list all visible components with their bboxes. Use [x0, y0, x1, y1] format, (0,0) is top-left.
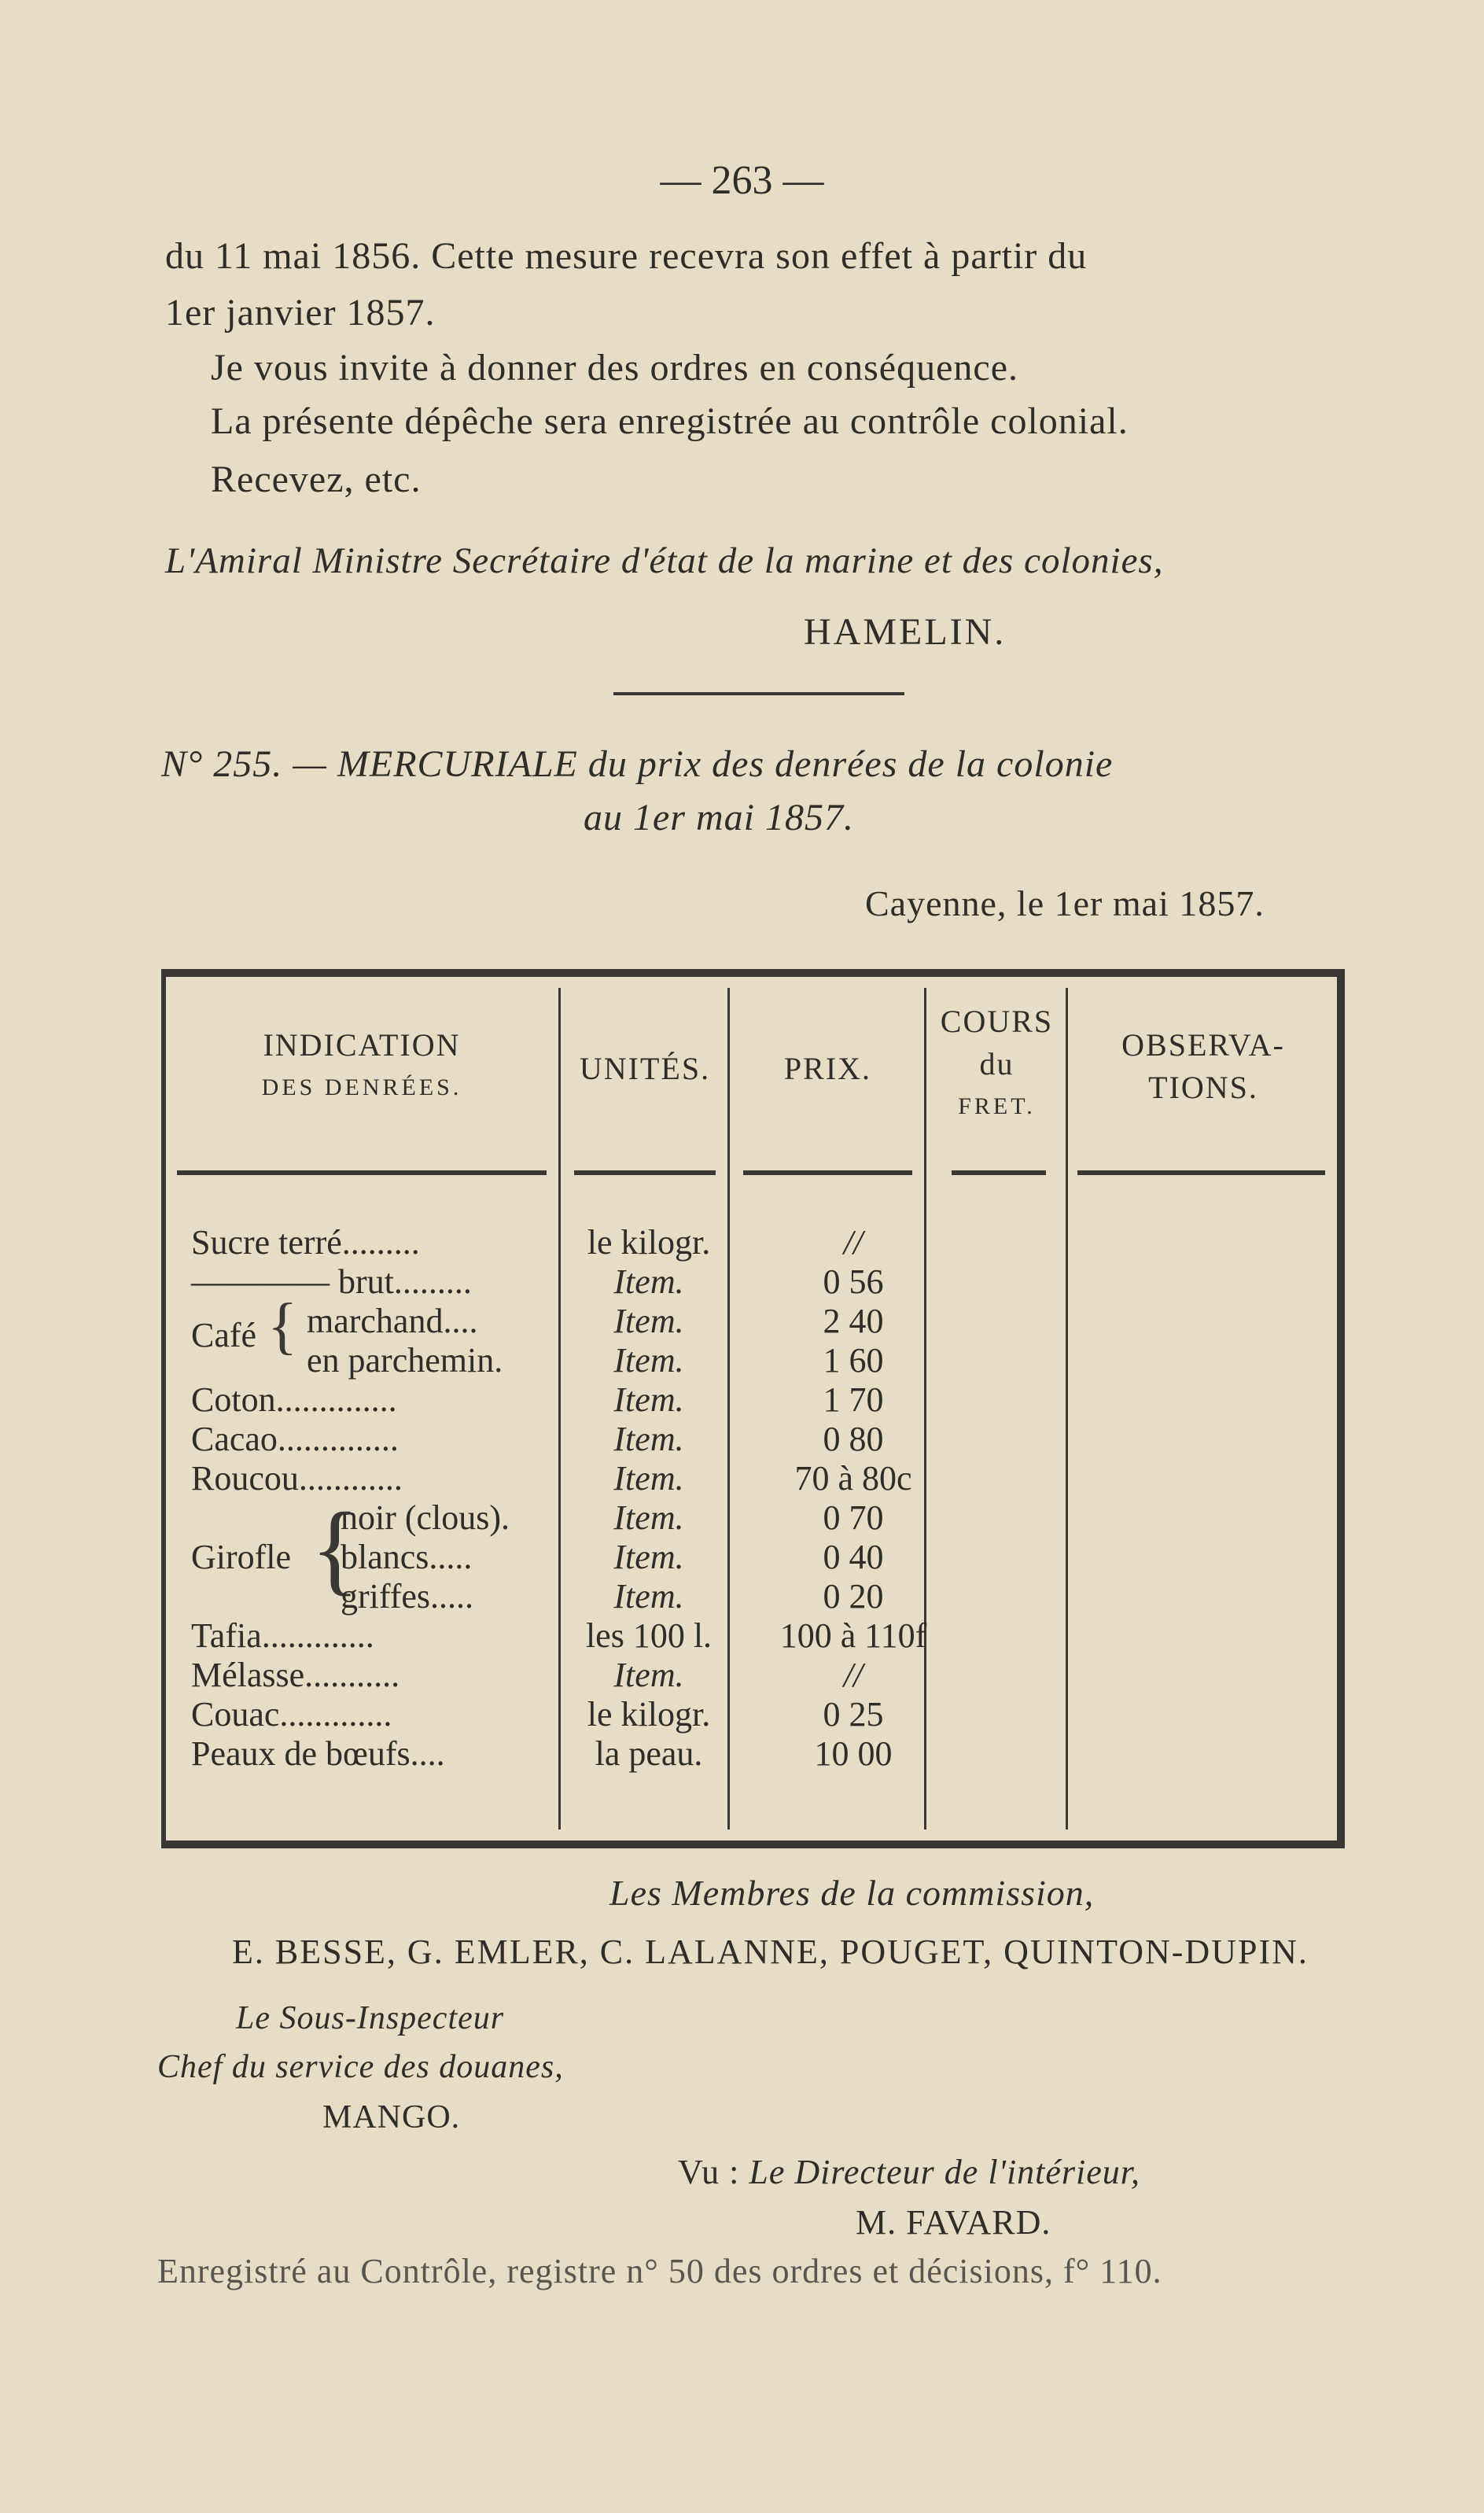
row-price: 10 00 — [814, 1734, 893, 1773]
table-row — [161, 1222, 1345, 1262]
row-unit: Item. — [613, 1341, 684, 1380]
row-unit: le kilogr. — [587, 1695, 711, 1734]
header-unites: UNITÉS. — [579, 1051, 711, 1086]
row-unit: Item. — [613, 1262, 684, 1301]
row-price: // — [843, 1223, 864, 1262]
header-cours — [928, 1000, 1066, 1128]
row-unit: Item. — [613, 1538, 684, 1576]
commission-names: E. BESSE, G. EMLER, C. LALANNE, POUGET, QUINTON-DUPIN. — [232, 1933, 1309, 1971]
header-observations-line1: OBSERVA- — [1121, 1027, 1285, 1063]
sous-inspecteur-subtitle: Chef du service des douanes, — [157, 2049, 564, 2085]
row-price: 0 20 — [823, 1577, 884, 1616]
signature-title: L'Amiral Ministre Secrétaire d'état de la marine et des colonies, — [165, 540, 1164, 581]
row-unit: Item. — [613, 1380, 684, 1419]
row-price: 0 56 — [823, 1262, 884, 1301]
row-item: blancs..... — [341, 1538, 473, 1576]
row-item: Roucou............ — [191, 1459, 403, 1498]
section-heading-1 — [161, 742, 1113, 786]
group-label-cafe: Café — [191, 1316, 257, 1354]
intro-line-5: Recevez, etc. — [211, 459, 422, 500]
group-label-girofle: Girofle — [191, 1538, 292, 1576]
header-separator — [177, 1170, 547, 1175]
intro-line-2: 1er janvier 1857. — [165, 292, 436, 333]
row-item: griffes..... — [341, 1577, 474, 1616]
separator-rule — [613, 692, 904, 695]
row-unit: la peau. — [595, 1734, 703, 1773]
row-unit: le kilogr. — [587, 1223, 711, 1262]
header-separator — [1077, 1170, 1325, 1175]
row-item: marchand.... — [307, 1302, 478, 1340]
intro-line-4: La présente dépêche sera enregistrée au contrôle colonial. — [211, 400, 1129, 442]
row-price: 1 60 — [823, 1341, 884, 1380]
table-row — [161, 1419, 1345, 1458]
header-indication-line1: INDICATION — [263, 1027, 461, 1063]
brace-icon: { — [311, 1492, 360, 1605]
header-indication-line2: DES DENRÉES. — [261, 1074, 462, 1100]
sous-inspecteur-name: MANGO. — [322, 2099, 461, 2135]
table-border-top — [161, 969, 1345, 977]
row-unit: Item. — [613, 1420, 684, 1458]
row-item: Couac............. — [191, 1695, 392, 1734]
row-price: 1 70 — [823, 1380, 884, 1419]
row-price: 0 40 — [823, 1538, 884, 1576]
row-price: 0 80 — [823, 1420, 884, 1458]
brace-icon: { — [267, 1292, 298, 1361]
row-price: // — [843, 1656, 864, 1694]
vu-line — [678, 2152, 1140, 2192]
table-row — [161, 1340, 1345, 1380]
row-item: Sucre terré......... — [191, 1223, 420, 1262]
sous-inspecteur-title: Le Sous-Inspecteur — [236, 2000, 505, 2036]
row-price: 0 70 — [823, 1498, 884, 1537]
row-unit: Item. — [613, 1459, 684, 1498]
vu-title: Le Directeur de l'intérieur, — [749, 2153, 1141, 2191]
row-unit: Item. — [613, 1302, 684, 1340]
row-price: 0 25 — [823, 1695, 884, 1734]
table-row — [161, 1655, 1345, 1694]
row-item: Peaux de bœufs.... — [191, 1734, 445, 1773]
table-row — [161, 1498, 1345, 1537]
table-row — [161, 1262, 1345, 1301]
vu-label: Vu : — [678, 2153, 740, 2191]
row-price: 100 à 110f — [779, 1616, 927, 1655]
intro-line-3: Je vous invite à donner des ordres en conséquence. — [211, 347, 1019, 389]
page-number: — 263 — — [660, 158, 824, 203]
row-price: 70 à 80c — [794, 1459, 912, 1498]
dateline: Cayenne, le 1er mai 1857. — [865, 883, 1265, 923]
commission-title: Les Membres de la commission, — [609, 1873, 1095, 1913]
table-row — [161, 1616, 1345, 1655]
header-observations — [1070, 1024, 1337, 1109]
header-separator — [574, 1170, 716, 1175]
section-heading-2: au 1er mai 1857. — [584, 797, 854, 838]
row-unit: les 100 l. — [585, 1616, 713, 1655]
row-unit: Item. — [613, 1498, 684, 1537]
row-item: Cacao.............. — [191, 1420, 399, 1458]
table-row — [161, 1537, 1345, 1576]
header-separator — [743, 1170, 912, 1175]
header-cours-line3: FRET. — [958, 1093, 1036, 1119]
signature-name: HAMELIN. — [804, 611, 1007, 653]
header-cours-line2: du — [979, 1046, 1014, 1081]
header-prix: PRIX. — [783, 1051, 872, 1086]
header-separator — [952, 1170, 1046, 1175]
header-observations-line2: TIONS. — [1148, 1070, 1258, 1105]
table-row — [161, 1301, 1345, 1340]
header-cours-line1: COURS — [940, 1004, 1054, 1039]
row-item: noir (clous). — [341, 1498, 510, 1537]
row-item: Tafia............. — [191, 1616, 374, 1655]
price-table — [161, 969, 1345, 1848]
table-row — [161, 1734, 1345, 1773]
footer-registration: Enregistré au Contrôle, registre n° 50 des ordres et décisions, f° 110. — [157, 2252, 1162, 2290]
table-row — [161, 1694, 1345, 1734]
vu-name: M. FAVARD. — [856, 2203, 1051, 2242]
row-item: en parchemin. — [307, 1341, 503, 1380]
table-border-bottom — [161, 1841, 1345, 1848]
row-item: ———— brut......... — [191, 1262, 472, 1301]
row-unit: Item. — [613, 1577, 684, 1616]
row-item: Coton.............. — [191, 1380, 397, 1419]
row-price: 2 40 — [823, 1302, 884, 1340]
section-heading-text: N° 255. — MERCURIALE du prix des denrées de la colonie — [161, 743, 1114, 785]
row-item: Mélasse........... — [191, 1656, 400, 1694]
row-unit: Item. — [613, 1656, 684, 1694]
table-row — [161, 1576, 1345, 1616]
header-indication — [177, 1024, 547, 1109]
intro-line-1: du 11 mai 1856. Cette mesure recevra son effet à partir du — [165, 235, 1088, 277]
table-row — [161, 1380, 1345, 1419]
